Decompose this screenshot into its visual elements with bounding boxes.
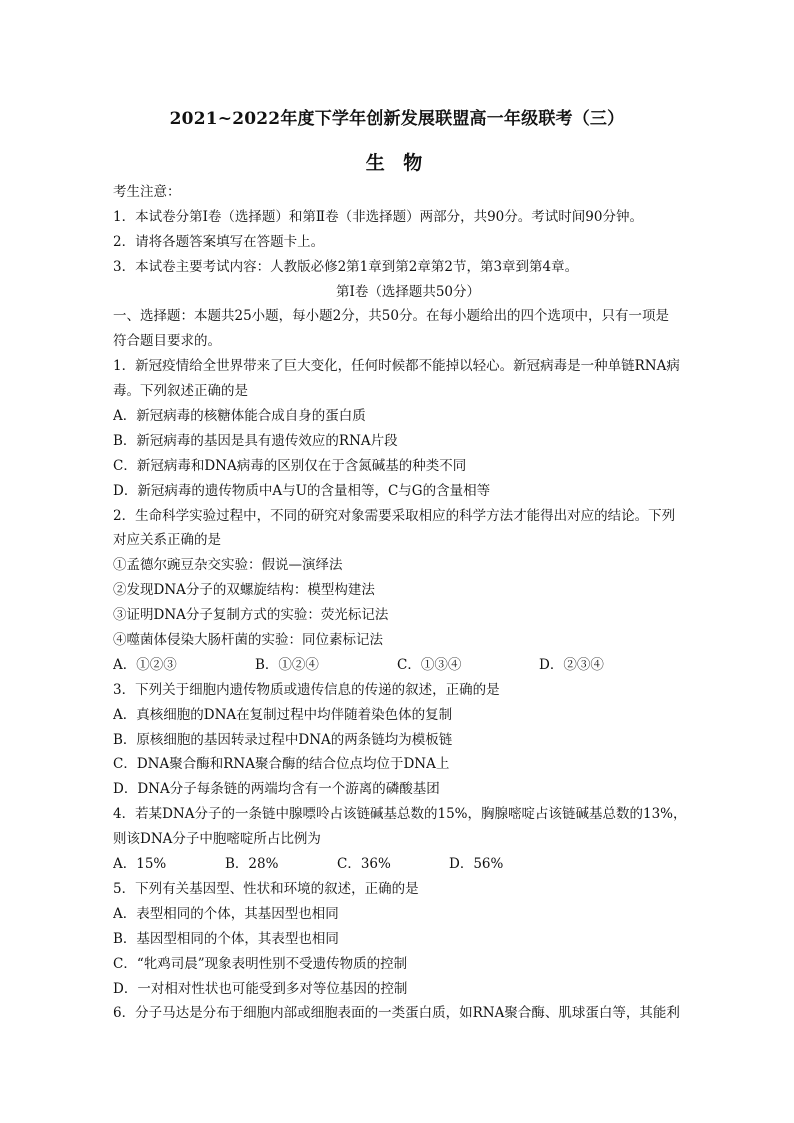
question-1-stem: 1．新冠疫情给全世界带来了巨大变化，任何时候都不能掉以轻心。新冠病毒是一种单链RNA病 — [113, 358, 680, 375]
question-4-options — [113, 852, 703, 877]
exam-content — [113, 180, 703, 1026]
question-4-option-c: C．36% — [337, 856, 391, 873]
question-2-option-c: C．①③④ — [397, 656, 462, 673]
question-2-stem: 2．生命科学实验过程中，不同的研究对象需要采取相应的科学方法才能得出对应的结论。下列 — [113, 507, 676, 524]
exam-title: 2021~2022年度下学年创新发展联盟高一年级联考（三） — [169, 109, 625, 129]
question-2-options — [113, 653, 703, 678]
question-3-option-c: C．DNA聚合酶和RNA聚合酶的结合位点均位于DNA上 — [113, 756, 450, 773]
section-instruction: 一、选择题：本题共25小题，每小题2分，共50分。在每小题给出的四个选项中，只有一项是 — [113, 308, 669, 325]
question-5-stem: 5．下列有关基因型、性状和环境的叙述，正确的是 — [113, 880, 419, 897]
section-heading: 第Ⅰ卷（选择题共50分） — [335, 283, 480, 300]
question-2-stem: 对应关系正确的是 — [113, 532, 221, 549]
section-instruction: 符合题目要求的。 — [113, 333, 221, 350]
notice-item: 3．本试卷主要考试内容：人教版必修2第1章到第2章第2节，第3章到第4章。 — [113, 258, 579, 275]
question-1-option-c: C．新冠病毒和DNA病毒的区别仅在于含氮碱基的种类不同 — [113, 457, 467, 474]
question-5-option-a: A．表型相同的个体，其基因型也相同 — [113, 905, 339, 922]
question-2-option-d: D．②③④ — [539, 656, 604, 673]
question-1-stem: 毒。下列叙述正确的是 — [113, 383, 248, 400]
question-2-option-a: A．①②③ — [113, 656, 177, 673]
question-6-stem: 6．分子马达是分布于细胞内部或细胞表面的一类蛋白质，如RNA聚合酶、肌球蛋白等，其能利 — [113, 1005, 680, 1022]
question-3-stem: 3．下列关于细胞内遗传物质或遗传信息的传递的叙述，正确的是 — [113, 681, 500, 698]
question-2-option-b: B．①②④ — [255, 656, 319, 673]
question-1-option-d: D．新冠病毒的遗传物质中A与U的含量相等，C与G的含量相等 — [113, 482, 491, 499]
question-4-stem: 4．若某DNA分子的一条链中腺嘌呤占该链碱基总数的15%，胸腺嘧啶占该链碱基总数的13%， — [113, 806, 687, 823]
question-4-option-a: A．15% — [113, 856, 167, 873]
question-4-option-d: D．56% — [449, 856, 504, 873]
question-2-statement: ④噬菌体侵染大肠杆菌的实验：同位素标记法 — [113, 632, 383, 649]
question-5-option-b: B．基因型相同的个体，其表型也相同 — [113, 930, 339, 947]
notice-item: 2．请将各题答案填写在答题卡上。 — [113, 233, 325, 250]
question-2-statement: ③证明DNA分子复制方式的实验：荧光标记法 — [113, 607, 389, 624]
question-5-option-c: C．“牝鸡司晨”现象表明性别不受遗传物质的控制 — [113, 955, 408, 972]
question-3-option-d: D．DNA分子每条链的两端均含有一个游离的磷酸基团 — [113, 781, 440, 798]
question-2-statement: ①孟德尔豌豆杂交实验：假说—演绎法 — [113, 557, 343, 574]
question-5-option-d: D．一对相对性状也可能受到多对等位基因的控制 — [113, 980, 408, 997]
question-3-option-b: B．原核细胞的基因转录过程中DNA的两条链均为模板链 — [113, 731, 453, 748]
question-3-option-a: A．真核细胞的DNA在复制过程中均伴随着染色体的复制 — [113, 706, 453, 723]
notice-heading: 考生注意： — [113, 184, 181, 200]
question-1-option-a: A．新冠病毒的核糖体能合成自身的蛋白质 — [113, 408, 366, 425]
question-2-statement: ②发现DNA分子的双螺旋结构：模型构建法 — [113, 582, 375, 599]
question-4-stem: 则该DNA分子中胞嘧啶所占比例为 — [113, 831, 321, 848]
subject-heading: 生 物 — [365, 152, 429, 174]
question-4-option-b: B．28% — [225, 856, 279, 873]
question-1-option-b: B．新冠病毒的基因是具有遗传效应的RNA片段 — [113, 432, 398, 449]
notice-item: 1．本试卷分第Ⅰ卷（选择题）和第Ⅱ卷（非选择题）两部分，共90分。考试时间90分钟。 — [113, 208, 643, 225]
